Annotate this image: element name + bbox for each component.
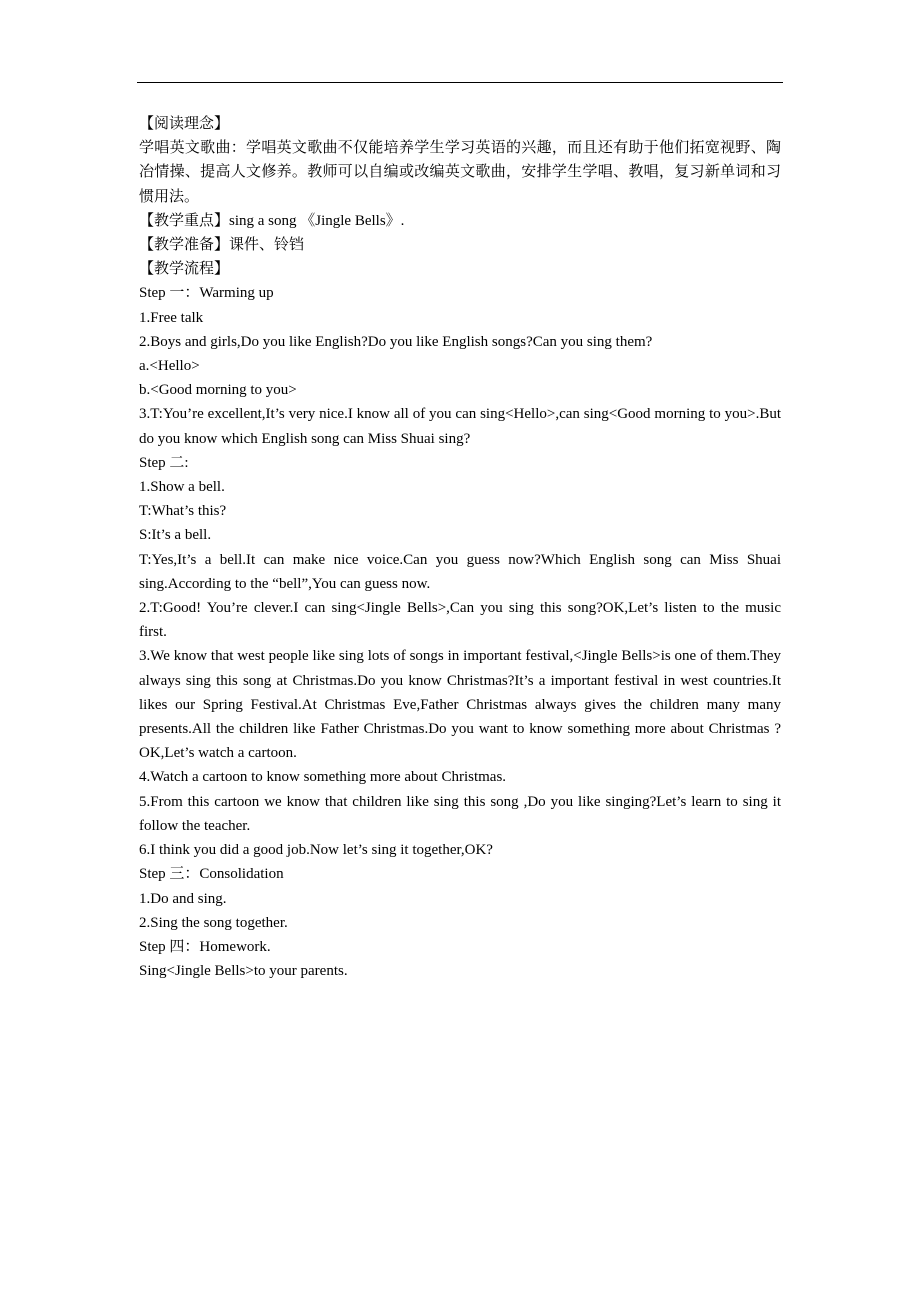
paragraph: 【教学流程】 — [139, 261, 230, 278]
paragraph: 1.Show a bell. — [139, 479, 225, 496]
paragraph: T:What’s this? — [139, 503, 227, 520]
paragraph: 1.Do and sing. — [139, 890, 227, 907]
paragraph: 2.Boys and girls,Do you like English?Do you like English songs?Can you sing them? — [139, 333, 653, 350]
paragraph: 6.I think you did a good job.Now let’s sing it together,OK? — [139, 842, 493, 859]
document-body — [139, 112, 781, 983]
paragraph: Step 二: — [139, 454, 189, 471]
paragraph: Step 一：Warming up — [139, 285, 274, 302]
paragraph: Sing<Jingle Bells>to your parents. — [139, 963, 348, 980]
paragraph: 2.T:Good! You’re clever.I can sing<Jingle Bells>,Can you sing this song?OK,Let’s listen to the music first. — [139, 600, 781, 641]
paragraph: S:It’s a bell. — [139, 527, 212, 544]
paragraph: 3.We know that west people like sing lots of songs in important festival,<Jingle Bells>is one of them.They always sing this song at Christmas.Do you know Christmas?It’s a important festival in west countries.It likes our Spring Festival.At Christmas Eve,Father Christmas always gives the children many many presents.All the children like Father Christmas.Do you want to know something more about Christmas ?OK,Let’s watch a cartoon. — [139, 648, 781, 762]
paragraph: Step 四：Homework. — [139, 938, 271, 955]
paragraph: 2.Sing the song together. — [139, 914, 288, 931]
paragraph: 5.From this cartoon we know that children like sing this song ,Do you like singing?Let’s learn to sing it follow the teacher. — [139, 793, 781, 834]
paragraph: a.<Hello> — [139, 358, 200, 375]
paragraph: Step 三：Consolidation — [139, 866, 284, 883]
paragraph: 【阅读理念】 — [139, 116, 230, 132]
paragraph: T:Yes,It’s a bell.It can make nice voice.Can you guess now?Which English song can Miss Shuai sing.According to the “bell”,You can guess now. — [139, 551, 781, 592]
header-rule — [137, 82, 783, 83]
paragraph: 学唱英文歌曲：学唱英文歌曲不仅能培养学生学习英语的兴趣，而且还有助于他们拓宽视野、陶冶情操、提高人文修养。教师可以自编或改编英文歌曲，安排学生学唱、教唱，复习新单词和习惯用法。 — [139, 140, 781, 205]
paragraph: 4.Watch a cartoon to know something more about Christmas. — [139, 769, 507, 786]
paragraph: 【教学重点】sing a song 《Jingle Bells》. — [139, 212, 405, 229]
paragraph: b.<Good morning to you> — [139, 382, 297, 399]
paragraph: 3.T:You’re excellent,It’s very nice.I know all of you can sing<Hello>,can sing<Good morning to you>.But do you know which English song can Miss Shuai sing? — [139, 406, 781, 447]
paragraph: 1.Free talk — [139, 309, 204, 326]
paragraph: 【教学准备】课件、铃铛 — [139, 237, 305, 254]
